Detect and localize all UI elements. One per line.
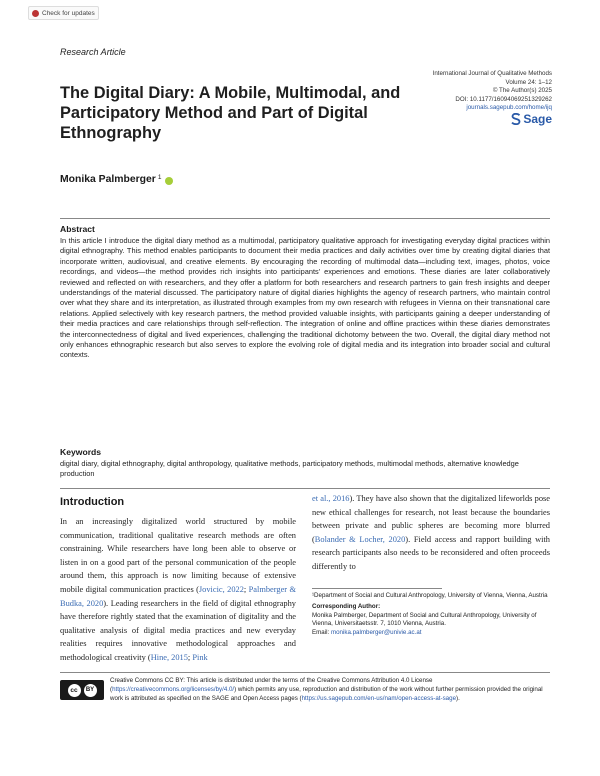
intro-text: ). Leading researchers in the field of digital ethnography have therefore rightly stated that the examination of digitality and the qualitative analysis of digital media practices and new everyday realities requires innovative methodological approaches and methodological creativity ( [60, 598, 296, 662]
citation-link[interactable]: Jovicic, 2022 [198, 584, 244, 594]
sage-s-icon [511, 113, 521, 125]
email-link[interactable]: monika.palmberger@univie.ac.at [330, 628, 422, 636]
author-name: Monika Palmberger [60, 174, 156, 185]
author-line [60, 174, 173, 185]
author-affiliation-mark: 1 [157, 174, 162, 181]
abstract-heading: Abstract [60, 224, 95, 234]
corresponding-author-text: Monika Palmberger, Department of Social and Cultural Anthropology, University of Vienna, Universitaetsstr. 7, 1010 Vienna, Austria. [312, 611, 537, 628]
citation-link[interactable]: et al., 2016 [312, 494, 350, 503]
journal-url[interactable]: journals.sagepub.com/home/ijq [466, 104, 552, 111]
keywords-text: digital diary, digital ethnography, digital anthropology, qualitative methods, participatory methods, multimodal methods, alternative knowledge production [60, 459, 519, 479]
open-access-link[interactable]: https://us.sagepub.com/en-us/nam/open-access-at-sage [301, 695, 457, 703]
license-link[interactable]: https://creativecommons.org/licenses/by/4.0/ [112, 686, 235, 694]
check-for-updates-badge[interactable] [28, 6, 99, 20]
license-text [110, 676, 550, 704]
divider [60, 488, 550, 489]
publisher-name: Sage [523, 112, 552, 126]
journal-name: International Journal of Qualitative Methods [432, 70, 552, 77]
cc-by-badge [60, 680, 104, 700]
intro-text: ; [243, 584, 249, 594]
introduction-heading: Introduction [60, 496, 125, 508]
footnote-divider [312, 588, 442, 589]
article-title: The Digital Diary: A Mobile, Multimodal, and Participatory Method and Part of Digital Ethnography [60, 84, 401, 142]
intro-text: ; [187, 652, 193, 662]
citation-link[interactable]: Bolander & Locher, 2020 [314, 534, 406, 544]
intro-text: ). Field access and rapport building with research participants also needs to be reconsidered and often proceeds differently to [312, 534, 550, 571]
introduction-left-column [60, 515, 296, 665]
citation-link[interactable]: Hine, 2015 [150, 652, 188, 662]
journal-copyright: © The Author(s) 2025 [492, 87, 552, 94]
intro-text: ). They have also shown that the digitalized lifeworlds pose new ethical challenges for research, not least because the boundaries between private and public spheres are becoming more blurred ( [312, 494, 550, 544]
introduction-right-column [312, 492, 550, 574]
check-updates-icon [32, 10, 39, 17]
orcid-icon[interactable] [165, 177, 173, 185]
email-label: Email: [312, 628, 330, 636]
intro-text: In an increasingly digitalized world structured by mobile communication, traditional qualitative research methods are often constraining. While researchers have long been able to observe or listen in on a good part of the personal communication of the people around them, this approach is now limiting because of extensive mobile digital communication practices ( [60, 517, 296, 594]
journal-info [372, 70, 552, 113]
footnotes [312, 588, 550, 640]
license-part: ). [456, 695, 460, 703]
abstract-text: In this article I introduce the digital diary method as a multimodal, participatory qualitative approach for investigating everyday digital practices within digital ethnography. This method enables participants to document their media practices and daily activities over time by creating digital diaries that incorporate written, audiovisual, and creative elements. By encouraging the recording of multimodal data—including text, images, photos, voice recordings, and videos—the method provides rich insights into participants' experiences and emotions. These diaries are later collaboratively reviewed and reflected on with researchers, and they offer a platform for both researchers and research partners to gain fresh insights and deeper understandings of the material discussed. The participatory nature of digital diaries highlights the agency of research partners, who maintain control over what they share and its interpretation, as illustrated through examples from my own research with refugees in Vienna on their transnational care relations. Applied selectively with key research partners, the method provided valuable insights, with participants gaining a deeper understanding of their media practices and care relationships through self-reflection. The integration of online and offline practices within these diaries demonstrates the interconnectedness of digital and lived experiences, challenging the traditional dichotomy between the two. Overall, the digital diary method not only enhances ethnographic research but also serves to explore the evolving role of digital media and its integration into broader social and cultural contexts. [60, 236, 550, 360]
license-part: Creative Commons CC BY: This article is distributed under the terms of the Creative Commons Attribution 4.0 License ( [110, 677, 433, 694]
journal-doi: DOI: 10.1177/16094069251329262 [455, 95, 552, 103]
affiliation-note: ¹Department of Social and Cultural Anthropology, University of Vienna, Vienna, Austria [312, 592, 548, 599]
citation-link[interactable]: Pink [192, 652, 208, 662]
keywords-heading: Keywords [60, 447, 102, 457]
journal-volume: Volume 24: 1–12 [505, 78, 552, 86]
corresponding-author-heading: Corresponding Author: [312, 603, 381, 611]
license-part: ) which permits any use, reproduction and distribution of the work without further permission provided the original work is attributed as specified on the SAGE and Open Access pages ( [110, 686, 543, 703]
divider [60, 218, 550, 219]
publisher-logo [511, 112, 552, 126]
cc-icon: cc [68, 684, 81, 697]
check-updates-label: Check for updates [42, 9, 95, 17]
by-icon: BY [84, 684, 97, 697]
citation-link[interactable]: Palmberger & Budka, 2020 [60, 584, 296, 608]
article-type: Research Article [60, 47, 126, 57]
